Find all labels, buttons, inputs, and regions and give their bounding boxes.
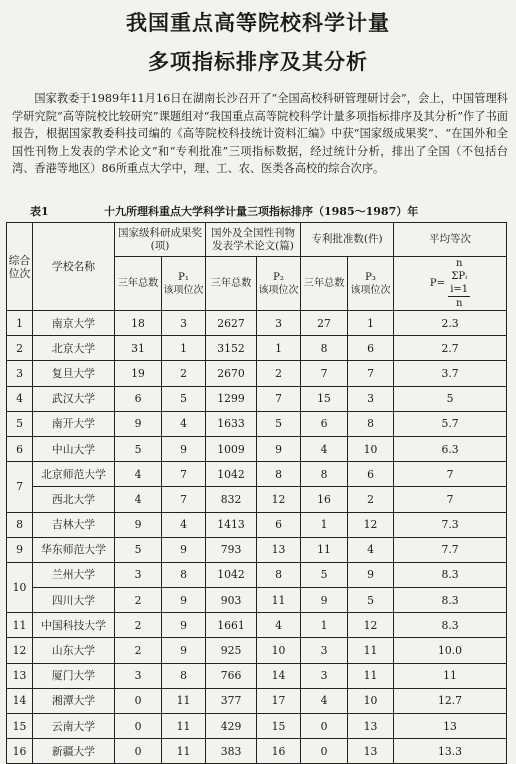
cell-paper-total: 383 bbox=[206, 739, 257, 764]
cell-paper-rank: 17 bbox=[257, 688, 301, 713]
table-caption bbox=[12, 203, 508, 219]
cell-paper-total: 1042 bbox=[206, 462, 257, 487]
cell-award-rank: 11 bbox=[162, 714, 206, 739]
p1-symbol: P₁ bbox=[178, 271, 189, 283]
table-title: 十九所理科重点大学科学计量三项指标排序（1985～1987）年 bbox=[104, 205, 419, 218]
cell-award-total: 5 bbox=[115, 436, 162, 461]
cell-rank: 9 bbox=[7, 537, 33, 562]
header-patent-p3 bbox=[348, 257, 394, 311]
formula-sum: ΣPᵢ bbox=[451, 271, 468, 282]
formula-left: P= bbox=[429, 278, 446, 289]
table-label: 表1 bbox=[30, 205, 49, 218]
cell-rank: 10 bbox=[7, 562, 33, 612]
cell-rank: 14 bbox=[7, 688, 33, 713]
cell-average: 7 bbox=[394, 462, 507, 487]
cell-paper-total: 1042 bbox=[206, 562, 257, 587]
cell-patent-total: 7 bbox=[301, 361, 348, 386]
cell-paper-rank: 1 bbox=[257, 336, 301, 361]
table-row bbox=[7, 688, 507, 713]
p3-item-rank: 该项位次 bbox=[350, 284, 391, 296]
cell-patent-rank: 13 bbox=[348, 714, 394, 739]
header-paper-group: 国外及全国性刊物发表学术论文(篇) bbox=[206, 223, 301, 257]
table-row bbox=[7, 386, 507, 411]
cell-award-rank: 3 bbox=[162, 311, 206, 336]
cell-rank: 15 bbox=[7, 714, 33, 739]
formula-sum-bottom: i=1 bbox=[450, 284, 469, 295]
header-award-group: 国家级科研成果奖(项) bbox=[115, 223, 206, 257]
cell-patent-rank: 12 bbox=[348, 512, 394, 537]
cell-award-rank: 9 bbox=[162, 537, 206, 562]
cell-paper-total: 1413 bbox=[206, 512, 257, 537]
formula-fraction bbox=[448, 257, 470, 310]
cell-patent-rank: 11 bbox=[348, 638, 394, 663]
cell-paper-rank: 7 bbox=[257, 386, 301, 411]
cell-paper-rank: 11 bbox=[257, 588, 301, 613]
cell-patent-rank: 8 bbox=[348, 411, 394, 436]
header-school: 学校名称 bbox=[33, 223, 115, 311]
cell-patent-rank: 10 bbox=[348, 436, 394, 461]
table-row bbox=[7, 361, 507, 386]
table-row bbox=[7, 336, 507, 361]
table-row bbox=[7, 487, 507, 512]
p1-item-rank: 该项位次 bbox=[163, 284, 204, 296]
cell-average: 7.3 bbox=[394, 512, 507, 537]
cell-patent-rank: 6 bbox=[348, 462, 394, 487]
cell-rank: 11 bbox=[7, 613, 33, 638]
cell-average: 2.3 bbox=[394, 311, 507, 336]
cell-patent-total: 8 bbox=[301, 336, 348, 361]
cell-award-rank: 9 bbox=[162, 613, 206, 638]
cell-patent-total: 15 bbox=[301, 386, 348, 411]
cell-award-total: 2 bbox=[115, 613, 162, 638]
cell-patent-total: 1 bbox=[301, 613, 348, 638]
cell-patent-total: 16 bbox=[301, 487, 348, 512]
cell-average: 7.7 bbox=[394, 537, 507, 562]
cell-school: 复旦大学 bbox=[33, 361, 115, 386]
cell-paper-total: 766 bbox=[206, 663, 257, 688]
formula-denominator: n bbox=[455, 298, 463, 309]
cell-award-total: 4 bbox=[115, 487, 162, 512]
cell-patent-rank: 3 bbox=[348, 386, 394, 411]
cell-patent-rank: 7 bbox=[348, 361, 394, 386]
cell-average: 5 bbox=[394, 386, 507, 411]
cell-average: 8.3 bbox=[394, 588, 507, 613]
cell-school: 吉林大学 bbox=[33, 512, 115, 537]
table-row bbox=[7, 411, 507, 436]
cell-award-rank: 5 bbox=[162, 386, 206, 411]
cell-award-rank: 7 bbox=[162, 487, 206, 512]
header-avg-formula bbox=[394, 257, 507, 311]
cell-paper-rank: 10 bbox=[257, 638, 301, 663]
cell-award-total: 9 bbox=[115, 411, 162, 436]
cell-award-total: 9 bbox=[115, 512, 162, 537]
cell-award-rank: 4 bbox=[162, 411, 206, 436]
cell-rank: 5 bbox=[7, 411, 33, 436]
cell-award-rank: 8 bbox=[162, 562, 206, 587]
table-row bbox=[7, 462, 507, 487]
cell-paper-total: 1633 bbox=[206, 411, 257, 436]
table-row bbox=[7, 714, 507, 739]
cell-award-rank: 4 bbox=[162, 512, 206, 537]
cell-school: 云南大学 bbox=[33, 714, 115, 739]
cell-rank: 7 bbox=[7, 462, 33, 512]
header-patent-total: 三年总数 bbox=[301, 257, 348, 311]
header-award-total: 三年总数 bbox=[115, 257, 162, 311]
cell-patent-rank: 1 bbox=[348, 311, 394, 336]
cell-patent-total: 4 bbox=[301, 436, 348, 461]
p2-item-rank: 该项位次 bbox=[258, 284, 299, 296]
cell-school: 西北大学 bbox=[33, 487, 115, 512]
cell-patent-total: 9 bbox=[301, 588, 348, 613]
cell-school: 四川大学 bbox=[33, 588, 115, 613]
cell-paper-total: 429 bbox=[206, 714, 257, 739]
cell-award-total: 6 bbox=[115, 386, 162, 411]
cell-average: 3.7 bbox=[394, 361, 507, 386]
formula-sum-top: n bbox=[455, 258, 463, 269]
cell-average: 11 bbox=[394, 663, 507, 688]
cell-paper-rank: 5 bbox=[257, 411, 301, 436]
cell-patent-total: 11 bbox=[301, 537, 348, 562]
table-body bbox=[7, 311, 507, 764]
cell-average: 12.7 bbox=[394, 688, 507, 713]
cell-paper-total: 1009 bbox=[206, 436, 257, 461]
cell-paper-total: 377 bbox=[206, 688, 257, 713]
cell-rank: 2 bbox=[7, 336, 33, 361]
cell-rank: 4 bbox=[7, 386, 33, 411]
cell-patent-total: 0 bbox=[301, 739, 348, 764]
cell-award-total: 0 bbox=[115, 688, 162, 713]
cell-rank: 6 bbox=[7, 436, 33, 461]
cell-patent-rank: 4 bbox=[348, 537, 394, 562]
header-paper-total: 三年总数 bbox=[206, 257, 257, 311]
cell-paper-rank: 16 bbox=[257, 739, 301, 764]
cell-school: 湘潭大学 bbox=[33, 688, 115, 713]
cell-paper-total: 2670 bbox=[206, 361, 257, 386]
cell-school: 兰州大学 bbox=[33, 562, 115, 587]
formula-numerator bbox=[448, 257, 470, 297]
cell-award-total: 3 bbox=[115, 562, 162, 587]
cell-school: 北京师范大学 bbox=[33, 462, 115, 487]
cell-patent-total: 8 bbox=[301, 462, 348, 487]
cell-rank: 13 bbox=[7, 663, 33, 688]
cell-award-total: 0 bbox=[115, 739, 162, 764]
cell-patent-rank: 13 bbox=[348, 739, 394, 764]
cell-paper-total: 1661 bbox=[206, 613, 257, 638]
cell-patent-rank: 12 bbox=[348, 613, 394, 638]
cell-award-rank: 9 bbox=[162, 588, 206, 613]
cell-school: 新疆大学 bbox=[33, 739, 115, 764]
cell-patent-rank: 9 bbox=[348, 562, 394, 587]
cell-award-rank: 1 bbox=[162, 336, 206, 361]
cell-paper-rank: 12 bbox=[257, 487, 301, 512]
cell-patent-total: 27 bbox=[301, 311, 348, 336]
cell-patent-total: 4 bbox=[301, 688, 348, 713]
cell-award-rank: 7 bbox=[162, 462, 206, 487]
cell-school: 中国科技大学 bbox=[33, 613, 115, 638]
cell-paper-rank: 14 bbox=[257, 663, 301, 688]
cell-paper-rank: 8 bbox=[257, 462, 301, 487]
header-patent-group: 专利批准数(件) bbox=[301, 223, 394, 257]
cell-school: 南京大学 bbox=[33, 311, 115, 336]
cell-award-rank: 9 bbox=[162, 638, 206, 663]
cell-paper-total: 3152 bbox=[206, 336, 257, 361]
cell-paper-rank: 3 bbox=[257, 311, 301, 336]
cell-rank: 1 bbox=[7, 311, 33, 336]
cell-rank: 12 bbox=[7, 638, 33, 663]
cell-paper-rank: 13 bbox=[257, 537, 301, 562]
cell-paper-rank: 8 bbox=[257, 562, 301, 587]
cell-paper-total: 903 bbox=[206, 588, 257, 613]
cell-school: 华东师范大学 bbox=[33, 537, 115, 562]
cell-award-rank: 8 bbox=[162, 663, 206, 688]
table-row bbox=[7, 663, 507, 688]
intro-paragraph: 国家教委于1989年11月16日在湖南长沙召开了“全国高校科研管理研讨会”，会上，中国管理科学研究院“高等院校比较研究”课题组对“我国重点高等院校科学计量多项指标排序及其分析”作了书面报告，根据国家教委科技司编的《高等院校科技统计资料汇编》中获“国家级成果奖”、“在国外和全国性刊物上发表的学术论文”和“专利批准”三项指标数据，经过统计分析，排出了全国（不包括台湾、香港等地区）86所重点大学中，理、工、农、医类各高校的综合次序。 bbox=[12, 92, 508, 176]
cell-patent-total: 3 bbox=[301, 663, 348, 688]
document-title-line2: 多项指标排序及其分析 bbox=[148, 49, 368, 74]
cell-paper-total: 2627 bbox=[206, 311, 257, 336]
cell-award-rank: 11 bbox=[162, 688, 206, 713]
cell-average: 10.0 bbox=[394, 638, 507, 663]
header-paper-p2 bbox=[257, 257, 301, 311]
cell-average: 7 bbox=[394, 487, 507, 512]
cell-award-total: 0 bbox=[115, 714, 162, 739]
cell-paper-total: 1299 bbox=[206, 386, 257, 411]
ranking-table bbox=[6, 222, 507, 764]
header-rank: 综合位次 bbox=[7, 223, 33, 311]
cell-patent-total: 3 bbox=[301, 638, 348, 663]
cell-award-total: 4 bbox=[115, 462, 162, 487]
table-row bbox=[7, 537, 507, 562]
cell-award-total: 3 bbox=[115, 663, 162, 688]
table-row bbox=[7, 311, 507, 336]
document-title-line1: 我国重点高等院校科学计量 bbox=[126, 10, 390, 35]
cell-patent-total: 0 bbox=[301, 714, 348, 739]
cell-school: 武汉大学 bbox=[33, 386, 115, 411]
cell-average: 2.7 bbox=[394, 336, 507, 361]
cell-award-total: 19 bbox=[115, 361, 162, 386]
table-row bbox=[7, 436, 507, 461]
header-award-p1 bbox=[162, 257, 206, 311]
cell-award-total: 2 bbox=[115, 588, 162, 613]
cell-paper-rank: 9 bbox=[257, 436, 301, 461]
cell-rank: 3 bbox=[7, 361, 33, 386]
cell-average: 8.3 bbox=[394, 562, 507, 587]
table-row bbox=[7, 638, 507, 663]
cell-paper-rank: 2 bbox=[257, 361, 301, 386]
table-row bbox=[7, 739, 507, 764]
cell-patent-rank: 6 bbox=[348, 336, 394, 361]
cell-patent-total: 1 bbox=[301, 512, 348, 537]
cell-rank: 8 bbox=[7, 512, 33, 537]
cell-average: 8.3 bbox=[394, 613, 507, 638]
cell-paper-rank: 6 bbox=[257, 512, 301, 537]
p2-symbol: P₂ bbox=[273, 271, 284, 283]
cell-patent-rank: 5 bbox=[348, 588, 394, 613]
cell-patent-rank: 10 bbox=[348, 688, 394, 713]
cell-rank: 16 bbox=[7, 739, 33, 764]
cell-paper-total: 793 bbox=[206, 537, 257, 562]
cell-paper-rank: 15 bbox=[257, 714, 301, 739]
cell-patent-total: 6 bbox=[301, 411, 348, 436]
cell-award-total: 5 bbox=[115, 537, 162, 562]
cell-paper-total: 832 bbox=[206, 487, 257, 512]
p3-symbol: P₃ bbox=[365, 271, 376, 283]
cell-average: 13 bbox=[394, 714, 507, 739]
cell-school: 北京大学 bbox=[33, 336, 115, 361]
cell-award-total: 18 bbox=[115, 311, 162, 336]
table-row bbox=[7, 512, 507, 537]
cell-patent-rank: 2 bbox=[348, 487, 394, 512]
cell-award-rank: 2 bbox=[162, 361, 206, 386]
cell-school: 山东大学 bbox=[33, 638, 115, 663]
cell-school: 中山大学 bbox=[33, 436, 115, 461]
cell-school: 南开大学 bbox=[33, 411, 115, 436]
cell-average: 5.7 bbox=[394, 411, 507, 436]
table-row bbox=[7, 613, 507, 638]
cell-award-total: 2 bbox=[115, 638, 162, 663]
table-row bbox=[7, 562, 507, 587]
cell-award-total: 31 bbox=[115, 336, 162, 361]
table-row bbox=[7, 588, 507, 613]
cell-patent-total: 5 bbox=[301, 562, 348, 587]
cell-average: 6.3 bbox=[394, 436, 507, 461]
cell-award-rank: 11 bbox=[162, 739, 206, 764]
cell-award-rank: 9 bbox=[162, 436, 206, 461]
cell-school: 厦门大学 bbox=[33, 663, 115, 688]
cell-average: 13.3 bbox=[394, 739, 507, 764]
cell-patent-rank: 11 bbox=[348, 663, 394, 688]
header-avg-group: 平均等次 bbox=[394, 223, 507, 257]
cell-paper-total: 925 bbox=[206, 638, 257, 663]
cell-paper-rank: 4 bbox=[257, 613, 301, 638]
